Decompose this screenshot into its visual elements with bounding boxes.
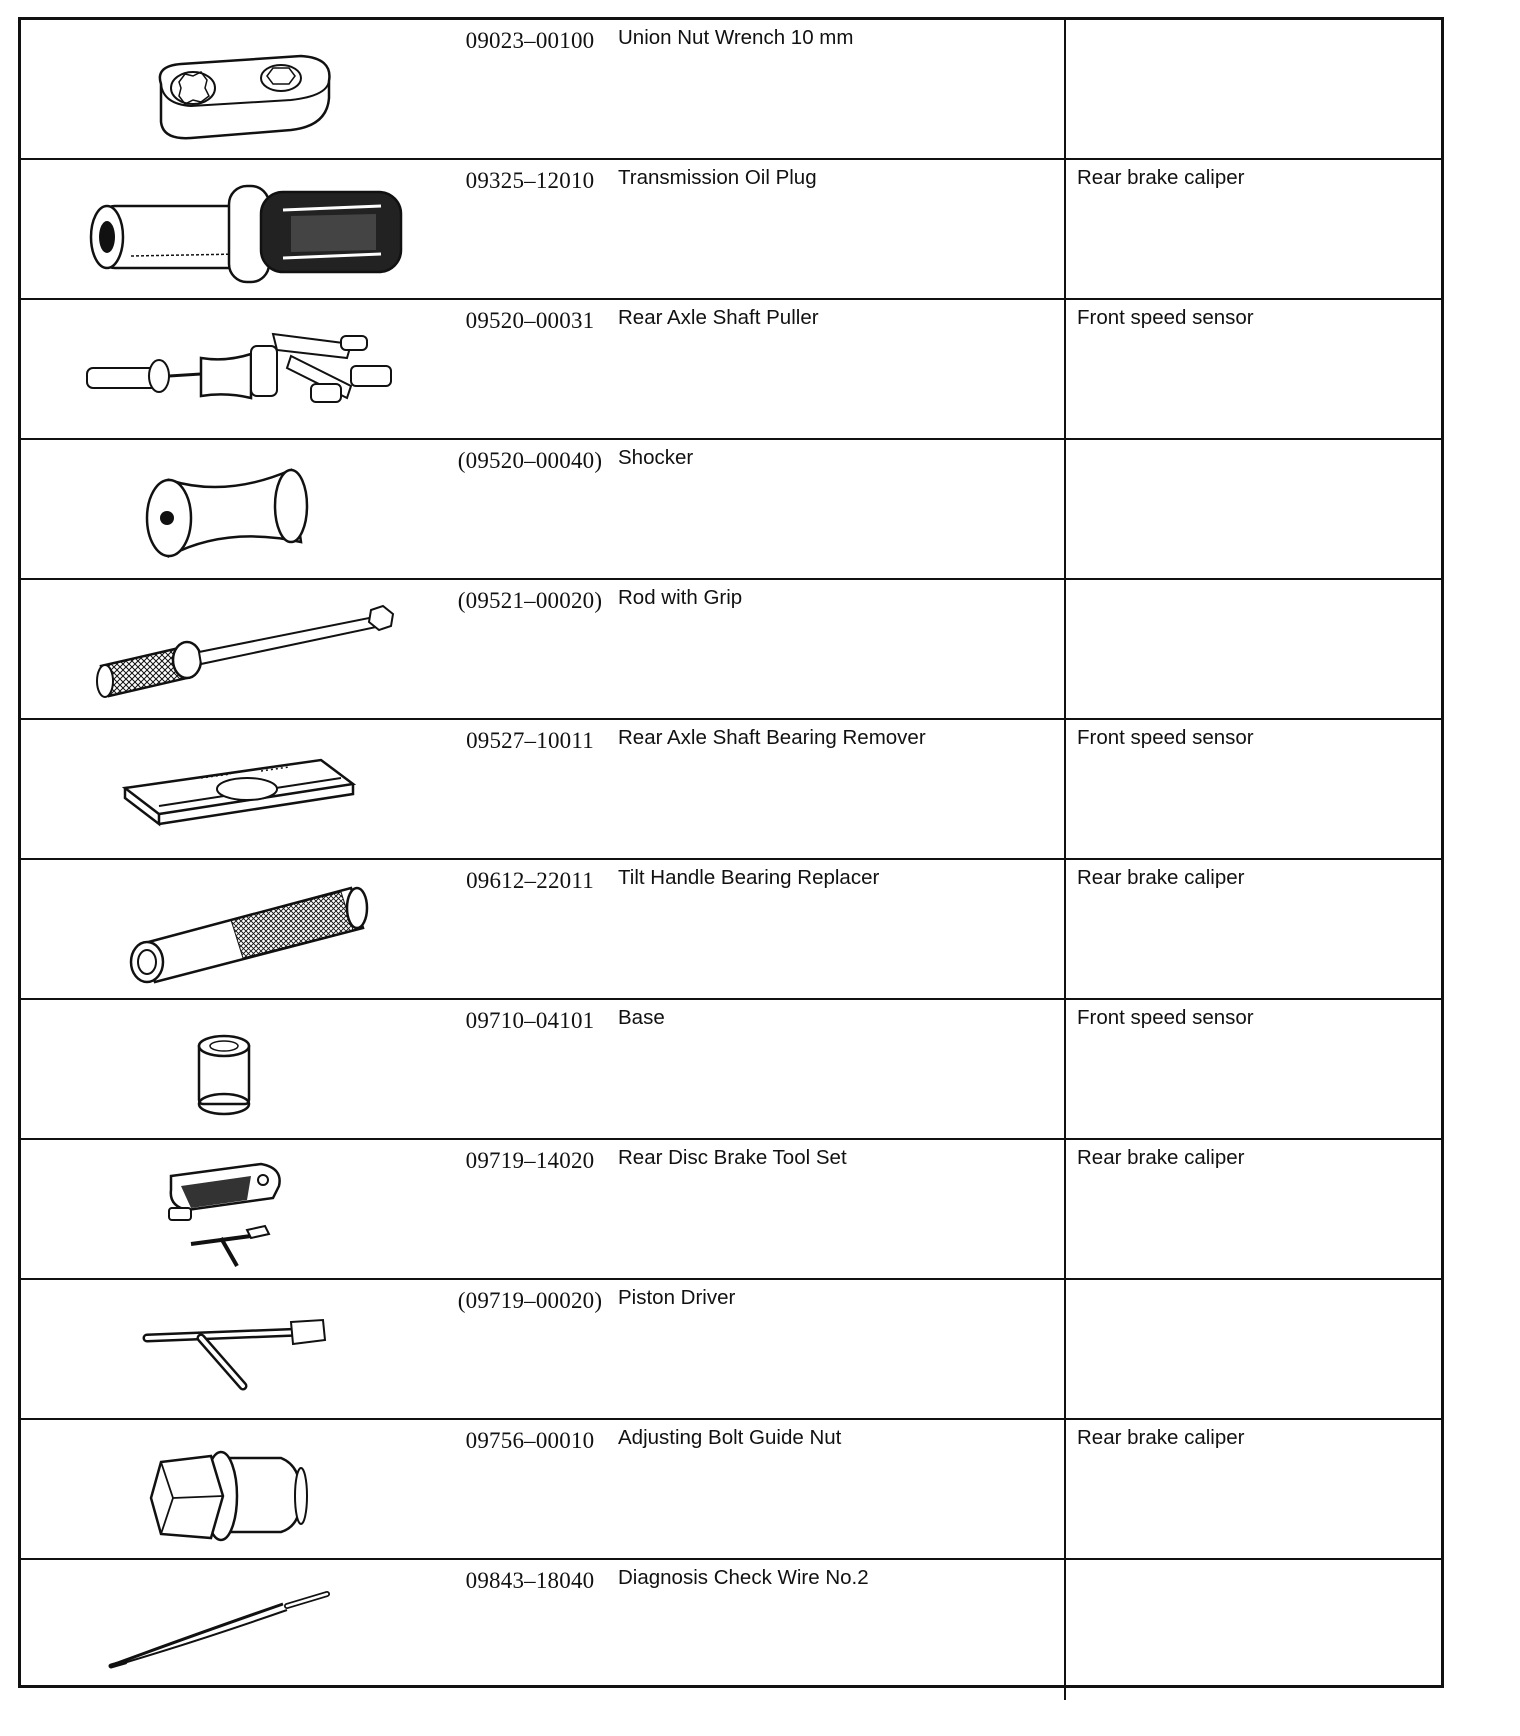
table-row [21,440,1441,580]
tool-name: Union Nut Wrench 10 mm [618,26,854,49]
part-number: 09612–22011 [466,868,594,893]
tool-name: Piston Driver [618,1286,736,1309]
tool-name: Base [618,1006,665,1029]
table-row [21,1140,1441,1280]
bearing-replacer-icon [51,866,431,994]
part-number: 09843–18040 [465,1568,595,1593]
union-nut-wrench-icon [51,26,431,154]
tool-use: Rear brake caliper [1077,866,1245,889]
part-number: 09527–10011 [466,728,594,753]
guide-nut-icon [51,1426,431,1554]
part-number: 09023–00100 [465,28,595,53]
bearing-remover-plate-icon [51,726,431,854]
tool-name: Transmission Oil Plug [618,166,817,189]
column-divider [1064,20,1066,158]
tool-name: Rod with Grip [618,586,743,609]
table-row [21,1420,1441,1560]
column-divider [1064,440,1066,578]
column-divider [1064,1140,1066,1278]
tool-name: Rear Axle Shaft Bearing Remover [618,726,926,749]
piston-driver-icon [51,1286,431,1414]
table-row [21,160,1441,300]
table-row [21,1280,1441,1420]
special-service-tools-table [18,17,1444,1688]
column-divider [1064,1560,1066,1700]
tool-name: Rear Axle Shaft Puller [618,306,819,329]
column-divider [1064,1420,1066,1558]
part-number: 09710–04101 [465,1008,595,1033]
tool-use: Front speed sensor [1077,726,1254,749]
table-row [21,580,1441,720]
tool-use: Front speed sensor [1077,306,1254,329]
part-number: 09325–12010 [465,168,595,193]
disc-brake-tool-set-icon [51,1146,431,1274]
base-cylinder-icon [51,1006,431,1134]
axle-shaft-puller-icon [51,306,431,434]
column-divider [1064,860,1066,998]
tool-name: Tilt Handle Bearing Replacer [618,866,880,889]
tool-name: Adjusting Bolt Guide Nut [618,1426,842,1449]
tool-name: Rear Disc Brake Tool Set [618,1146,847,1169]
column-divider [1064,1000,1066,1138]
table-row [21,20,1441,160]
part-number: (09520–00040) [457,448,603,473]
table-row [21,300,1441,440]
check-wire-icon [51,1566,431,1694]
column-divider [1064,580,1066,718]
table-row [21,1560,1441,1700]
shocker-icon [51,446,431,574]
table-row [21,860,1441,1000]
table-row [21,1000,1441,1140]
column-divider [1064,720,1066,858]
part-number: 09520–00031 [465,308,595,333]
tool-use: Rear brake caliper [1077,1426,1245,1449]
column-divider [1064,160,1066,298]
tool-name: Diagnosis Check Wire No.2 [618,1566,869,1589]
part-number: 09719–14020 [465,1148,595,1173]
table-row [21,720,1441,860]
part-number: (09521–00020) [457,588,603,613]
tool-use: Front speed sensor [1077,1006,1254,1029]
tool-use: Rear brake caliper [1077,1146,1245,1169]
oil-plug-tool-icon [51,166,431,294]
column-divider [1064,1280,1066,1418]
part-number: (09719–00020) [457,1288,603,1313]
tool-name: Shocker [618,446,694,469]
column-divider [1064,300,1066,438]
tool-use: Rear brake caliper [1077,166,1245,189]
part-number: 09756–00010 [465,1428,595,1453]
rod-with-grip-icon [51,586,431,714]
